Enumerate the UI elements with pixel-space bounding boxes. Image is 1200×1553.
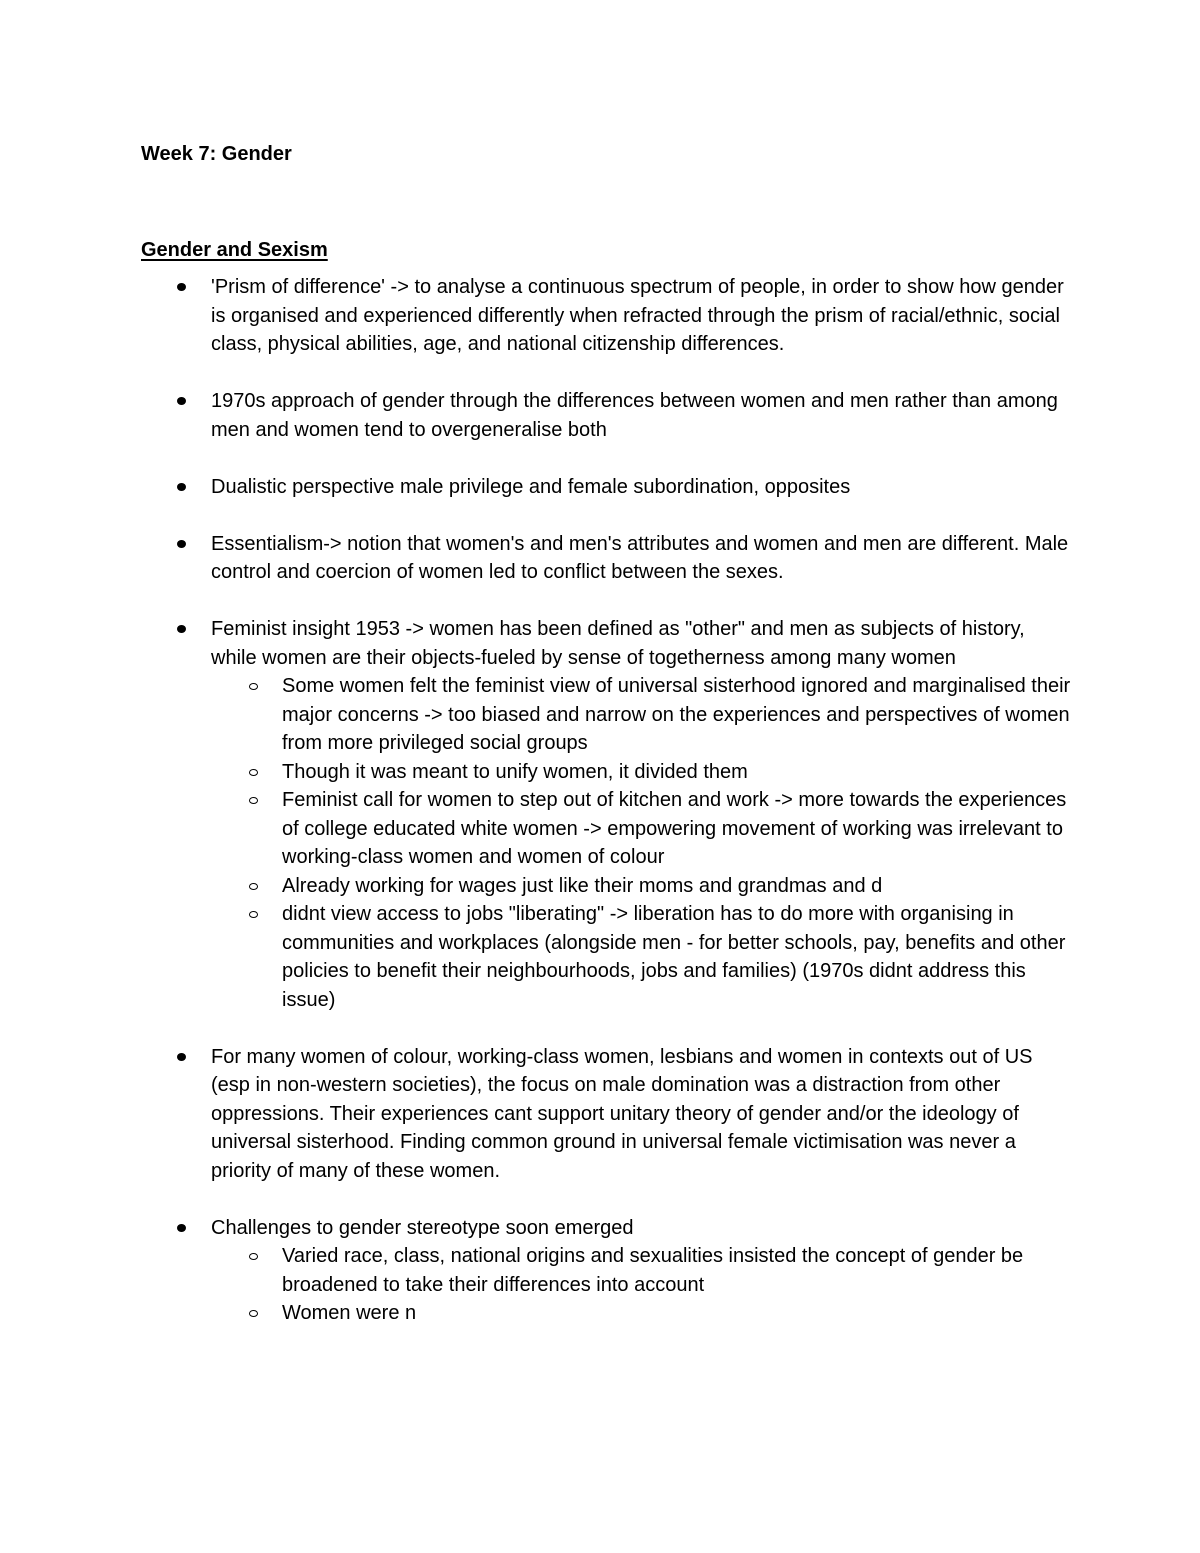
bullet-item	[211, 1214, 1071, 1328]
sub-bullet-item: Varied race, class, national origins and sexualities insisted the concept of gender be broadened to take their differences into account	[282, 1242, 1071, 1299]
sub-bullet-item: Women were n	[282, 1299, 1071, 1328]
sub-bullet-list	[211, 1242, 1071, 1328]
section-heading: Gender and Sexism	[141, 239, 328, 261]
sub-bullet-item: Feminist call for women to step out of kitchen and work -> more towards the experiences of college educated white women -> empowering movement of working was irrelevant to working-class women and women of colour	[282, 786, 1071, 872]
sub-bullet-item: Though it was meant to unify women, it divided them	[282, 758, 1071, 787]
document-title: Week 7: Gender	[141, 143, 292, 165]
bullet-list	[211, 273, 1071, 1356]
bullet-text: Feminist insight 1953 -> women has been defined as "other" and men as subjects of history, while women are their objects-fueled by sense of togetherness among many women	[211, 618, 1025, 669]
sub-bullet-item: Some women felt the feminist view of universal sisterhood ignored and marginalised their major concerns -> too biased and narrow on the experiences and perspectives of women from more privileged social groups	[282, 672, 1071, 758]
bullet-item	[211, 273, 1071, 359]
bullet-text: 'Prism of difference' -> to analyse a continuous spectrum of people, in order to show how gender is organised and experienced differently when refracted through the prism of racial/ethnic, social class, physical abilities, age, and national citizenship differences.	[211, 276, 1064, 355]
bullet-item	[211, 473, 1071, 502]
bullet-item	[211, 530, 1071, 587]
sub-bullet-item: didnt view access to jobs "liberating" -> liberation has to do more with organising in communities and workplaces (alongside men - for better schools, pay, benefits and other policies to benefit their neighbourhoods, jobs and families) (1970s didnt address this issue)	[282, 900, 1071, 1014]
sub-bullet-item: Already working for wages just like their moms and grandmas and d	[282, 872, 1071, 901]
bullet-item	[211, 387, 1071, 444]
bullet-text: Dualistic perspective male privilege and female subordination, opposites	[211, 475, 851, 498]
bullet-text: Essentialism-> notion that women's and men's attributes and women and men are different. Male control and coercion of women led to conflict between the sexes.	[211, 532, 1069, 583]
sub-bullet-list	[211, 672, 1071, 1014]
bullet-item	[211, 615, 1071, 1014]
bullet-text: 1970s approach of gender through the differences between women and men rather than among men and women tend to overgeneralise both	[211, 390, 1058, 441]
bullet-text: Challenges to gender stereotype soon emerged	[211, 1216, 634, 1239]
bullet-item	[211, 1043, 1071, 1186]
bullet-text: For many women of colour, working-class women, lesbians and women in contexts out of US (esp in non-western societies), the focus on male domination was a distraction from other oppressions. Their experiences cant support unitary theory of gender and/or the ideology of universal sisterhood. Finding common ground in universal female victimisation was never a priority of many of these women.	[211, 1045, 1033, 1182]
